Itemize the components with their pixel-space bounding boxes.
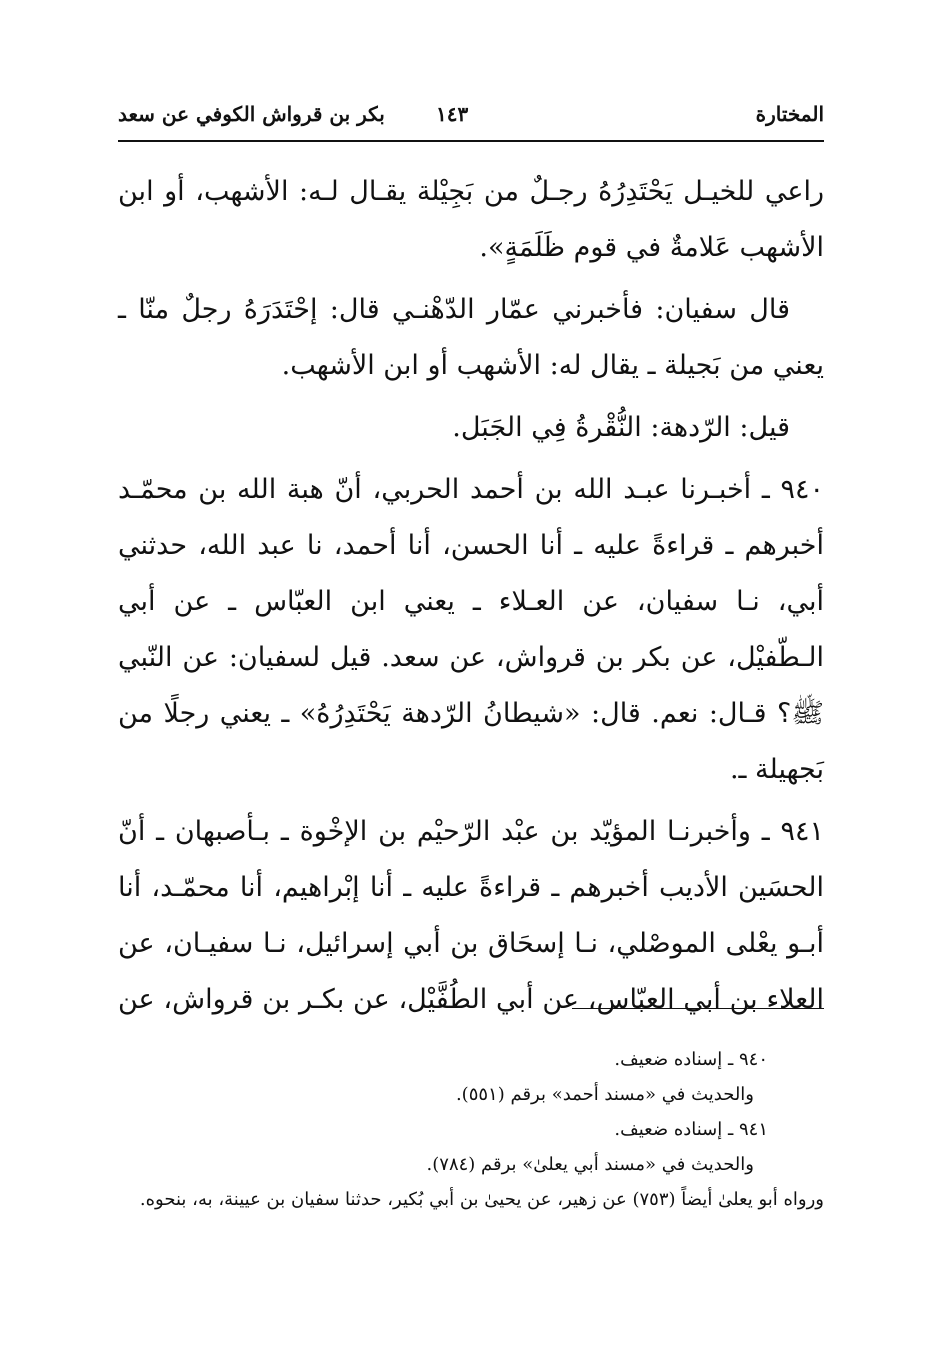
footnotes — [118, 1042, 824, 1217]
header-divider — [118, 140, 824, 142]
paragraph-hadith-940: ٩٤٠ ـ أخبـرنا عبـد الله بن أحمد الحربي، أنّ هبة الله بن محمّـد أخبرهم ـ قراءةً عليه ـ أنا الحسن، أنا أحمد، نا عبد الله، حدثني أبي، نـا سفيان، عن العـلاء ـ يعني ابن العبّاس ـ عن أبي الـطّفيْل، عن بكر بن قرواش، عن سعد. قيل لسفيان: عن النّبي ﷺ؟ قـال: نعم. قال: «شيطانُ الرّدهة يَحْتَدِرُهُ» ـ يعني رجلًا من بَجهيلة ـ. — [118, 474, 824, 785]
footnote-941-source: والحديث في «مسند أبي يعلىٰ» برقم (٧٨٤). — [426, 1154, 754, 1175]
paragraph-sufyan: قال سفيان: فأخبرني عمّار الدّهْنـي قال: إحْتَدَرَهُ رجلٌ منّا ـ يعني من بَجيلة ـ يقال له: الأشهب أو ابن الأشهب. — [118, 294, 824, 381]
paragraph-hadith-end: راعي للخيـل يَحْتَدِرُهُ رجـلٌ من بَجِيْلة يقـال لـه: الأشهب، أو ابن الأشهب عَلامةٌ في قوم ظَلَمَةٍ». — [118, 176, 824, 263]
footnote-940-grading: ٩٤٠ ـ إسناده ضعيف. — [614, 1049, 768, 1070]
footnote-divider — [572, 1008, 824, 1009]
footnote-940-source: والحديث في «مسند أحمد» برقم (٥٥١). — [455, 1084, 754, 1105]
footnote-941-grading: ٩٤١ ـ إسناده ضعيف. — [614, 1119, 768, 1140]
chapter-title: بكر بن قرواش الكوفي عن سعد — [118, 102, 385, 126]
main-text — [118, 164, 824, 1028]
book-title: المختارة — [755, 102, 824, 126]
footnote-941-other-narration: ورواه أبو يعلىٰ أيضاً (٧٥٣) عن زهير، عن يحيىٰ بن أبي بُكير، حدثنا سفيان بن عيينة، به، بنحوه. — [139, 1189, 824, 1210]
running-header — [118, 96, 824, 136]
paragraph-hadith-941: ٩٤١ ـ وأخبرنـا المؤيّد بن عبْد الرّحيْم بن الإخْوة ـ بـأصبهان ـ أنّ الحسَين الأديب أخبرهم ـ قراءةً عليه ـ أنا إبْراهيم، أنا محمّـد، أنا أبـو يعْلى الموصْلي، نـا إسحَاق بن أبي إسرائيل، نـا سفيـان، عن العلاء بن أبي العبّاس، عن أبي الطُفَّيْل، عن بكـر بن قرواش، عن — [118, 816, 824, 1015]
page-number: ١٤٣ — [436, 102, 469, 126]
paragraph-definition: قيل: الرّدهة: النُّقْرةُ فِي الجَبَل. — [452, 412, 790, 443]
